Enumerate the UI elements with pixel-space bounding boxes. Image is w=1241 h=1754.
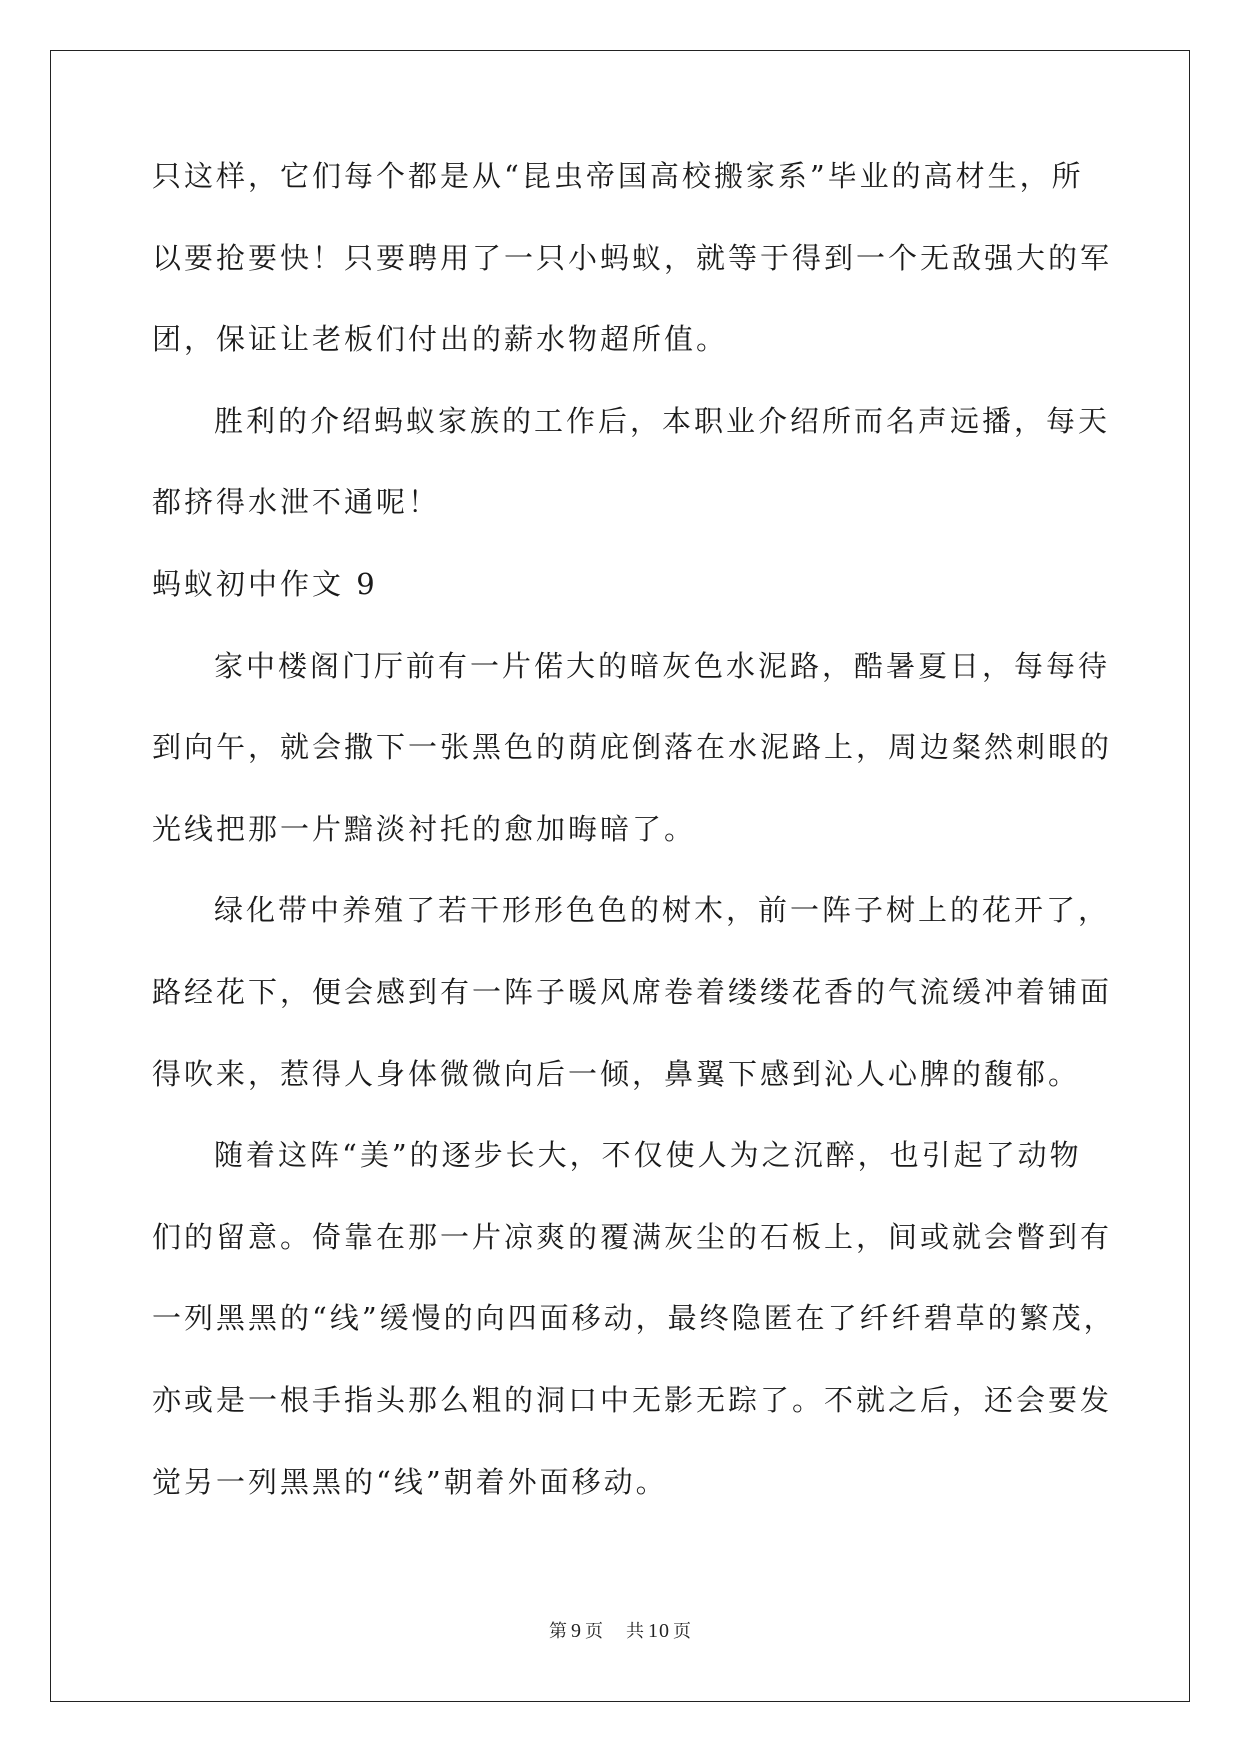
text-line: 到向午，就会撒下一张黑色的荫庇倒落在水泥路上，周边粲然刺眼的 [152, 730, 1113, 765]
total-prefix: 共 [626, 1621, 645, 1642]
page-number: 9 [571, 1620, 582, 1642]
text-line: 亦或是一根手指头那么粗的洞口中无影无踪了。不就之后，还会要发 [152, 1382, 1113, 1417]
paragraph-first-line: 胜利的介绍蚂蚁家族的工作后，本职业介绍所而名声远播，每天 [214, 403, 1111, 438]
text-line: 们的留意。倚靠在那一片凉爽的覆满灰尘的石板上，间或就会瞥到有 [152, 1219, 1113, 1254]
paragraph-first-line: 家中楼阁门厅前有一片偌大的暗灰色水泥路，酷暑夏日，每每待 [214, 648, 1111, 683]
paragraph-first-line: 绿化带中养殖了若干形形色色的树木，前一阵子树上的花开了， [214, 893, 1111, 928]
paragraph-first-line: 随着这阵“美”的逐步长大，不仅使人为之沉醉，也引起了动物 [214, 1138, 1082, 1173]
text-line: 以要抢要快！只要聘用了一只小蚂蚁，就等于得到一个无敌强大的军 [152, 240, 1113, 275]
text-line: 光线把那一片黯淡衬托的愈加晦暗了。 [152, 811, 697, 846]
text-line: 路经花下，便会感到有一阵子暖风席卷着缕缕花香的气流缓冲着铺面 [152, 974, 1113, 1009]
page-suffix: 页 [585, 1621, 604, 1642]
page-footer [0, 1617, 1241, 1643]
text-line: 都挤得水泄不通呢！ [152, 485, 441, 520]
section-heading: 蚂蚁初中作文 9 [152, 566, 378, 601]
text-line: 一列黑黑的“线”缓慢的向四面移动，最终隐匿在了纤纤碧草的繁茂， [152, 1301, 1116, 1336]
text-line: 只这样，它们每个都是从“昆虫帝国高校搬家系”毕业的高材生，所 [152, 159, 1084, 193]
text-line: 觉另一列黑黑的“线”朝着外面移动。 [152, 1464, 668, 1499]
page-prefix: 第 [549, 1621, 568, 1642]
total-pages: 10 [648, 1620, 670, 1642]
document-body [152, 159, 1116, 1549]
text-line: 得吹来，惹得人身体微微向后一倾，鼻翼下感到沁人心脾的馥郁。 [152, 1056, 1081, 1091]
total-suffix: 页 [673, 1621, 692, 1642]
text-line: 团，保证让老板们付出的薪水物超所值。 [152, 322, 729, 357]
